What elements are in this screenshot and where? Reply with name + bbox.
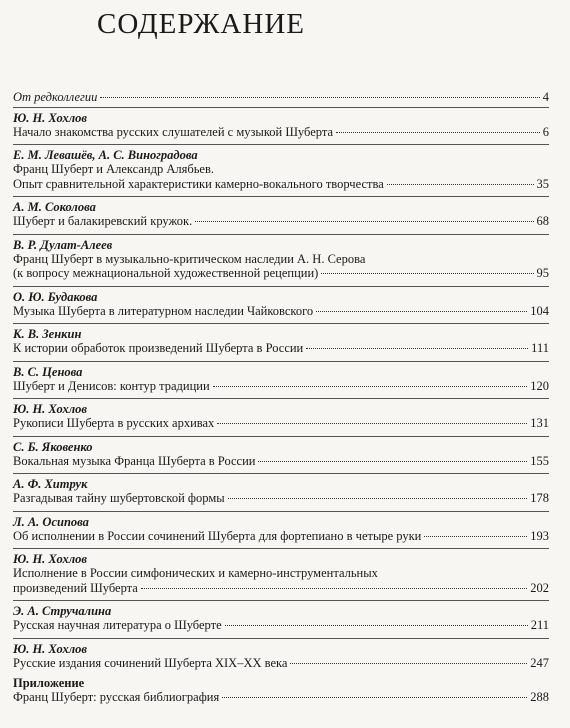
toc-entry-title: Русские издания сочинений Шуберта XIX–XX века <box>13 655 288 670</box>
toc-page-number: 68 <box>536 214 549 228</box>
dot-leader <box>290 663 527 664</box>
toc-entry[interactable] <box>13 200 549 229</box>
toc-author: А. М. Соколова <box>13 200 96 214</box>
toc-author: Е. М. Левашёв, А. С. Виноградова <box>13 148 198 162</box>
toc-entry-line <box>13 618 549 633</box>
toc-page-number: 288 <box>530 690 549 704</box>
toc-entry-line <box>13 214 549 229</box>
divider <box>13 361 549 362</box>
toc-page-number: 95 <box>536 266 549 280</box>
divider <box>13 234 549 235</box>
toc-author: Ю. Н. Хохлов <box>13 402 88 416</box>
toc-entry-title: Шуберт и Денисов: контур традиции <box>13 378 210 393</box>
toc-intro[interactable] <box>13 90 549 105</box>
toc-page-number: 247 <box>530 655 549 670</box>
dot-leader <box>321 273 533 274</box>
toc-page-number: 120 <box>530 378 549 393</box>
toc-entry[interactable] <box>13 402 549 431</box>
toc-author: Л. А. Осипова <box>13 514 89 529</box>
toc-entry-line <box>13 529 549 544</box>
toc-entry-title: Франц Шуберт в музыкально-критическом наследии А. Н. Серова <box>13 251 366 266</box>
toc-entry-title: Начало знакомства русских слушателей с музыкой Шуберта <box>13 124 334 139</box>
divider <box>13 548 549 549</box>
toc-entry-title: Рукописи Шуберта в русских архивах <box>13 416 215 430</box>
toc-entry-line <box>13 454 549 469</box>
toc-author: Ю. Н. Хохлов <box>13 641 88 656</box>
toc-entry-line <box>13 656 549 671</box>
toc-entry-line <box>13 416 549 431</box>
toc-entry-title: Разгадывая тайну шубертовской формы <box>13 491 225 505</box>
divider <box>13 196 549 197</box>
toc-entry-line <box>13 125 549 140</box>
toc-entry-line <box>13 266 549 281</box>
toc-entry-line <box>13 177 549 192</box>
toc-author: Ю. Н. Хохлов <box>13 110 88 125</box>
toc-intro-title: От редколлегии <box>13 90 98 104</box>
toc-appendix-entry[interactable] <box>13 690 549 705</box>
toc-author: С. Б. Яковенко <box>13 439 93 454</box>
toc-entry-title: Исполнение в России симфонических и камерно-инструментальных <box>13 566 378 580</box>
toc-entry-line <box>13 341 549 356</box>
toc-entry[interactable] <box>13 148 549 191</box>
toc-entry[interactable] <box>13 604 549 633</box>
toc-entry[interactable] <box>13 552 549 595</box>
toc-entry-title: Вокальная музыка Франца Шуберта в России <box>13 453 256 468</box>
dot-leader <box>424 536 527 537</box>
toc-author: В. С. Ценова <box>13 364 83 379</box>
toc-entry-title: Франц Шуберт: русская библиография <box>13 690 220 704</box>
toc-entry-title: Музыка Шуберта в литературном наследии Чайковского <box>13 303 314 318</box>
toc-entry[interactable] <box>13 327 549 356</box>
toc-entry[interactable] <box>13 440 549 469</box>
toc-entry[interactable] <box>13 290 549 319</box>
page-title: СОДЕРЖАНИЕ <box>97 8 305 40</box>
dot-leader <box>336 132 540 133</box>
toc-entry[interactable] <box>13 111 549 140</box>
toc-author: Ю. Н. Хохлов <box>13 552 88 566</box>
toc-author: А. Ф. Хитрук <box>13 477 88 491</box>
toc-entry[interactable] <box>13 477 549 506</box>
dot-leader <box>225 625 528 626</box>
toc-page-number: 155 <box>530 453 549 468</box>
toc-entry-title: Русская научная литература о Шуберте <box>13 618 222 632</box>
toc-author: В. Р. Дулат-Алеев <box>13 237 113 252</box>
dot-leader <box>387 184 534 185</box>
toc-author: О. Ю. Будакова <box>13 289 98 304</box>
divider <box>13 473 549 474</box>
toc-entry[interactable] <box>13 642 549 671</box>
dot-leader <box>213 386 528 387</box>
appendix-heading: Приложение <box>13 676 85 690</box>
divider <box>13 323 549 324</box>
dot-leader <box>141 588 527 589</box>
toc-entry[interactable] <box>13 238 549 281</box>
divider <box>13 398 549 399</box>
toc-page-number: 6 <box>542 124 549 139</box>
divider <box>13 600 549 601</box>
toc-entry-title: произведений Шуберта <box>13 580 138 595</box>
divider <box>13 511 549 512</box>
dot-leader <box>316 311 527 312</box>
toc-author: К. В. Зенкин <box>13 327 82 341</box>
toc-entry-title: Франц Шуберт и Александр Алябьев. <box>13 162 215 176</box>
toc-author: Э. А. Стручалина <box>13 604 112 618</box>
dot-leader <box>306 348 528 349</box>
toc-entry[interactable] <box>13 515 549 544</box>
toc-entry-title: Об исполнении в России сочинений Шуберта для фортепиано в четыре руки <box>13 528 422 543</box>
toc-page-number: 211 <box>530 618 549 632</box>
divider <box>13 286 549 287</box>
toc-entry-line <box>13 581 549 596</box>
toc-page-number: 178 <box>530 491 549 505</box>
toc-page-number: 111 <box>531 341 549 355</box>
table-of-contents <box>13 90 549 705</box>
toc-page-number: 35 <box>536 176 549 191</box>
toc-page-number: 193 <box>530 528 549 543</box>
toc-page-number: 131 <box>530 416 549 430</box>
dot-leader <box>100 97 539 98</box>
toc-entry-title: Шуберт и балакиревский кружок. <box>13 214 193 228</box>
toc-page-number: 202 <box>530 580 549 595</box>
toc-entry-title: Опыт сравнительной характеристики камерно-вокального творчества <box>13 176 384 191</box>
toc-page-number: 104 <box>530 303 549 318</box>
divider <box>13 638 549 639</box>
toc-entry[interactable] <box>13 365 549 394</box>
divider <box>13 144 549 145</box>
dot-leader <box>258 461 527 462</box>
toc-entry-line <box>13 491 549 506</box>
toc-entry-title: К истории обработок произведений Шуберта в России <box>13 341 304 355</box>
toc-entry-line <box>13 304 549 319</box>
dot-leader <box>195 221 533 222</box>
toc-entry-title: (к вопросу межнациональной художественной рецепции) <box>13 266 319 280</box>
divider <box>13 436 549 437</box>
divider <box>13 107 549 108</box>
toc-entry-line <box>13 379 549 394</box>
toc-entries <box>13 111 549 671</box>
dot-leader <box>217 423 527 424</box>
toc-page-number: 4 <box>542 90 549 104</box>
dot-leader <box>228 498 528 499</box>
dot-leader <box>222 697 527 698</box>
